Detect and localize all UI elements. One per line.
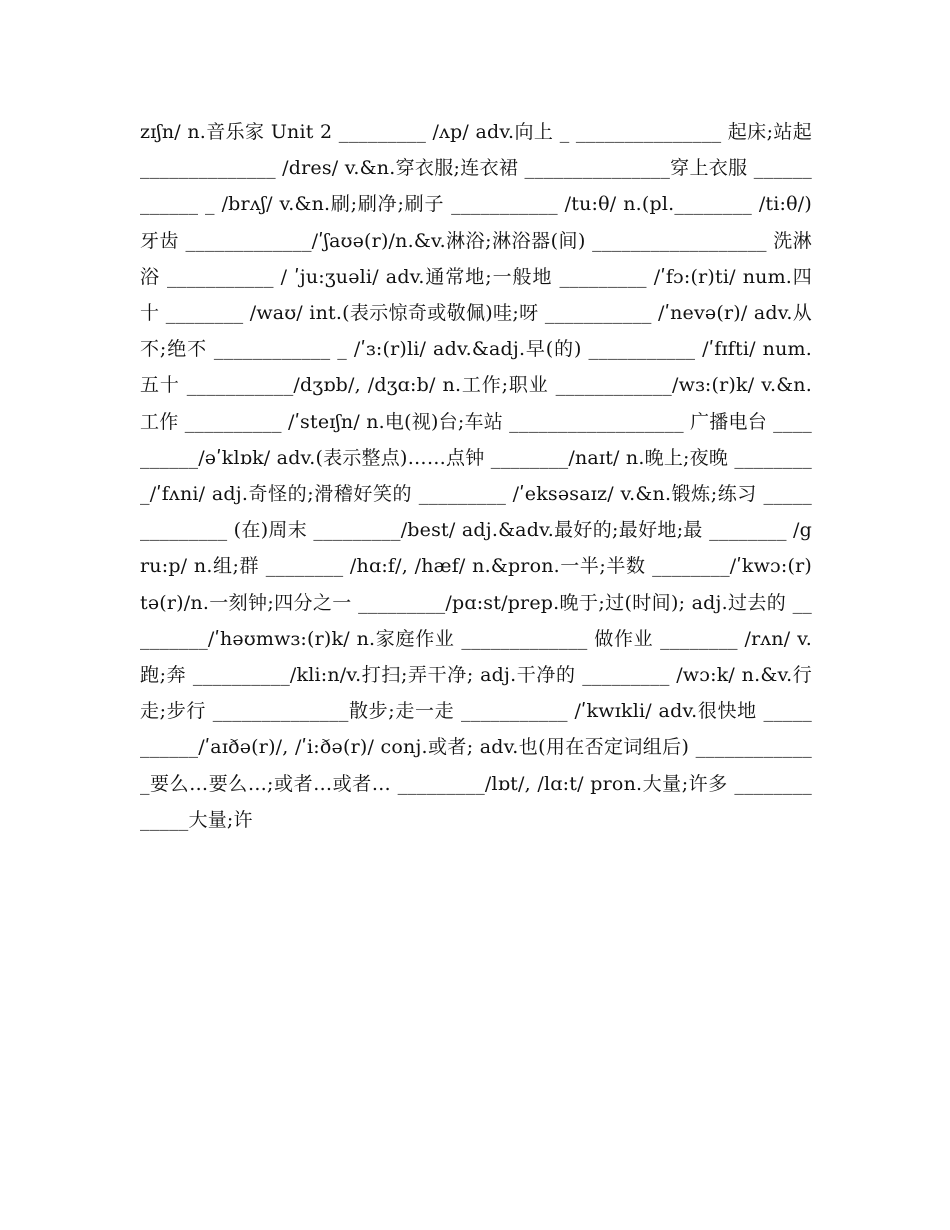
vocabulary-list-text: zɪʃn/ n.音乐家 Unit 2 _________ /ʌp/ adv.向上 _ _______________ 起床;站起 ______________ /dres/ v.&n.穿衣服;连衣裙 _______________穿上衣服 ____________ _ /brʌʃ/ v.&n.刷;刷净;刷子 ___________ /tu:θ/ n.(pl.________ /ti:θ/)牙齿 _____________/ʹʃaʊə(r)/n.&v.淋浴;淋浴器(间) __________________ 洗淋浴 ___________ / ʹju:ʒuəli/ adv.通常地;一般地 _________ /ʹfɔ:(r)ti/ num.四十 ________ /waʊ/ int.(表示惊奇或敬佩)哇;呀 ___________ /ʹnevə(r)/ adv.从不;绝不 ____________ _ /ʹɜ:(r)li/ adv.&adj.早(的) ___________ /ʹfɪfti/ num.五十 ___________/dʒɒb/, /dʒɑ:b/ n.工作;职业 ____________/wɜ:(r)k/ v.&n.工作 __________ /ʹsteɪʃn/ n.电(视)台;车站 __________________ 广播电台 __________/əʹklɒk/ adv.(表示整点)……点钟 ________/naɪt/ n.晚上;夜晚 _________/ʹfʌni/ adj.奇怪的;滑稽好笑的 _________ /ʹeksəsaɪz/ v.&n.锻炼;练习 ______________ (在)周末 _________/best/ adj.&adv.最好的;最好地;最 ________ /gru:p/ n.组;群 ________ /hɑ:f/, /hæf/ n.&pron.一半;半数 ________/ʹkwɔ:(r)tə(r)/n.一刻钟;四分之一 _________/pɑ:st/prep.晚于;过(时间); adj.过去的 _________/ʹhəʊmwɜ:(r)k/ n.家庭作业 _____________ 做作业 ________ /rʌn/ v.跑;奔 __________/kli:n/v.打扫;弄干净; adj.干净的 _________ /wɔ:k/ n.&v.行走;步行 ______________散步;走一走 ___________ /ʹkwɪkli/ adv.很快地 ___________/ʹaɪðə(r)/, /ʹi:ðə(r)/ conj.或者; adv.也(用在否定词组后) _____________要么…要么…;或者…或者… _________/lɒt/, /lɑ:t/ pron.大量;许多 _____________大量;许 <box>140 121 812 831</box>
